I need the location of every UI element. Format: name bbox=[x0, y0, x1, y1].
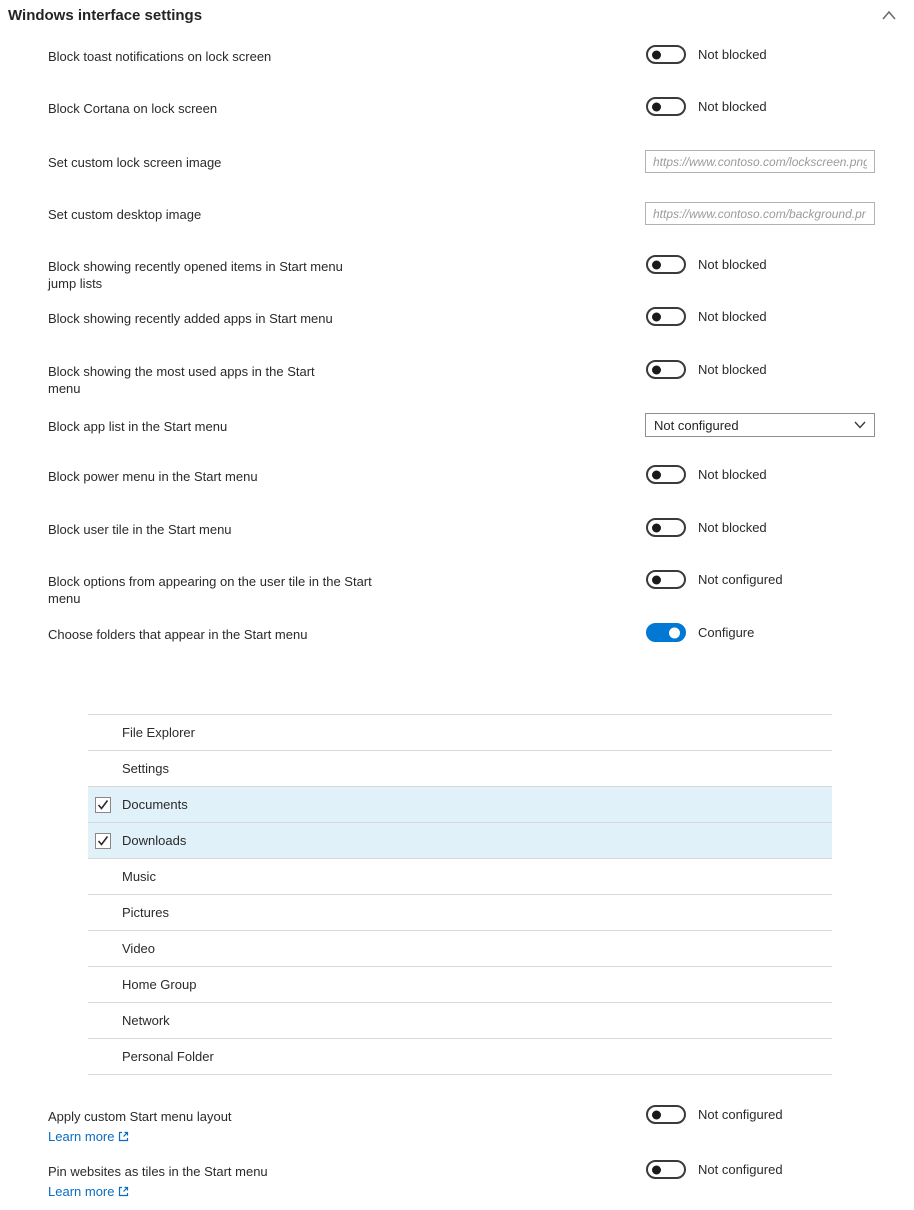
toggle-knob bbox=[652, 1110, 661, 1119]
chevron-down-icon bbox=[854, 421, 866, 429]
toggle-block-user-tile-options[interactable] bbox=[646, 570, 686, 589]
folder-row-downloads[interactable] bbox=[88, 823, 832, 859]
toggle-knob bbox=[652, 260, 661, 269]
toggle-block-user-tile[interactable] bbox=[646, 518, 686, 537]
toggle-status-label: Not blocked bbox=[698, 257, 767, 272]
toggle-choose-start-menu-folders[interactable] bbox=[646, 623, 686, 642]
setting-label: Block app list in the Start menu bbox=[48, 419, 228, 434]
folder-label: Documents bbox=[122, 797, 188, 812]
toggle-block-toast-notifications[interactable] bbox=[646, 45, 686, 64]
toggle-knob bbox=[652, 365, 661, 374]
folder-row-file-explorer[interactable] bbox=[88, 715, 832, 751]
folder-row-personal-folder[interactable] bbox=[88, 1039, 832, 1075]
setting-label: Set custom desktop image bbox=[48, 207, 202, 222]
toggle-status-label: Not blocked bbox=[698, 99, 767, 114]
toggle-knob bbox=[652, 575, 661, 584]
folder-row-video[interactable] bbox=[88, 931, 832, 967]
setting-label: Apply custom Start menu layout bbox=[48, 1109, 232, 1124]
setting-label: Block power menu in the Start menu bbox=[48, 469, 258, 484]
folder-row-pictures[interactable] bbox=[88, 895, 832, 931]
folder-row-home-group[interactable] bbox=[88, 967, 832, 1003]
folder-row-music[interactable] bbox=[88, 859, 832, 895]
toggle-knob bbox=[669, 627, 680, 638]
toggle-status-label: Not blocked bbox=[698, 309, 767, 324]
section-title: Windows interface settings bbox=[8, 7, 203, 24]
setting-label: Block Cortana on lock screen bbox=[48, 101, 218, 116]
learn-more-text: Learn more bbox=[48, 1184, 115, 1199]
folder-label: Music bbox=[122, 869, 156, 884]
learn-more-link[interactable] bbox=[48, 1128, 129, 1145]
dropdown-selected-value: Not configured bbox=[654, 417, 739, 433]
folder-row-documents[interactable] bbox=[88, 787, 832, 823]
toggle-status-label: Configure bbox=[698, 625, 755, 640]
toggle-status-label: Not configured bbox=[698, 1162, 783, 1177]
toggle-apply-custom-start-layout[interactable] bbox=[646, 1105, 686, 1124]
setting-label: Set custom lock screen image bbox=[48, 155, 222, 170]
folder-label: Video bbox=[122, 941, 156, 956]
learn-more-text: Learn more bbox=[48, 1129, 115, 1144]
toggle-status-label: Not blocked bbox=[698, 520, 767, 535]
setting-label: Block showing the most used apps in the Start menu bbox=[48, 364, 315, 396]
toggle-knob bbox=[652, 312, 661, 321]
chevron-up-icon bbox=[880, 7, 898, 25]
toggle-block-power-menu[interactable] bbox=[646, 465, 686, 484]
setting-label: Block options from appearing on the user tile in the Start menu bbox=[48, 574, 372, 606]
toggle-knob bbox=[652, 523, 661, 532]
checkbox-checked[interactable] bbox=[95, 833, 111, 849]
toggle-status-label: Not blocked bbox=[698, 467, 767, 482]
start-menu-folder-list bbox=[88, 714, 832, 1075]
desktop-image-url-input[interactable] bbox=[645, 202, 875, 225]
check-icon bbox=[97, 799, 109, 811]
setting-label: Block showing recently added apps in Start menu bbox=[48, 311, 333, 326]
check-icon bbox=[97, 835, 109, 847]
toggle-pin-websites-as-tiles[interactable] bbox=[646, 1160, 686, 1179]
folder-row-settings[interactable] bbox=[88, 751, 832, 787]
setting-label: Choose folders that appear in the Start menu bbox=[48, 627, 308, 642]
folder-label: Home Group bbox=[122, 977, 197, 992]
learn-more-link[interactable] bbox=[48, 1183, 129, 1200]
setting-label: Block toast notifications on lock screen bbox=[48, 49, 272, 64]
folder-row-network[interactable] bbox=[88, 1003, 832, 1039]
block-app-list-dropdown[interactable] bbox=[645, 413, 875, 437]
checkbox-checked[interactable] bbox=[95, 797, 111, 813]
toggle-block-recently-opened-jump-lists[interactable] bbox=[646, 255, 686, 274]
setting-label: Pin websites as tiles in the Start menu bbox=[48, 1164, 268, 1179]
toggle-knob bbox=[652, 102, 661, 111]
toggle-status-label: Not blocked bbox=[698, 362, 767, 377]
toggle-block-recently-added-apps[interactable] bbox=[646, 307, 686, 326]
toggle-block-most-used-apps[interactable] bbox=[646, 360, 686, 379]
folder-label: Network bbox=[122, 1013, 170, 1028]
toggle-status-label: Not configured bbox=[698, 1107, 783, 1122]
toggle-status-label: Not blocked bbox=[698, 47, 767, 62]
folder-label: Pictures bbox=[122, 905, 169, 920]
folder-label: Settings bbox=[122, 761, 169, 776]
external-link-icon bbox=[118, 1131, 129, 1142]
toggle-knob bbox=[652, 470, 661, 479]
folder-label: File Explorer bbox=[122, 725, 195, 740]
setting-label: Block showing recently opened items in Start menu jump lists bbox=[48, 259, 343, 291]
toggle-knob bbox=[652, 1165, 661, 1174]
toggle-block-cortana-lock-screen[interactable] bbox=[646, 97, 686, 116]
lock-screen-image-url-input[interactable] bbox=[645, 150, 875, 173]
toggle-knob bbox=[652, 50, 661, 59]
folder-label: Downloads bbox=[122, 833, 187, 848]
external-link-icon bbox=[118, 1186, 129, 1197]
collapse-section-button[interactable] bbox=[880, 6, 900, 26]
folder-label: Personal Folder bbox=[122, 1049, 214, 1064]
setting-label: Block user tile in the Start menu bbox=[48, 522, 232, 537]
toggle-status-label: Not configured bbox=[698, 572, 783, 587]
